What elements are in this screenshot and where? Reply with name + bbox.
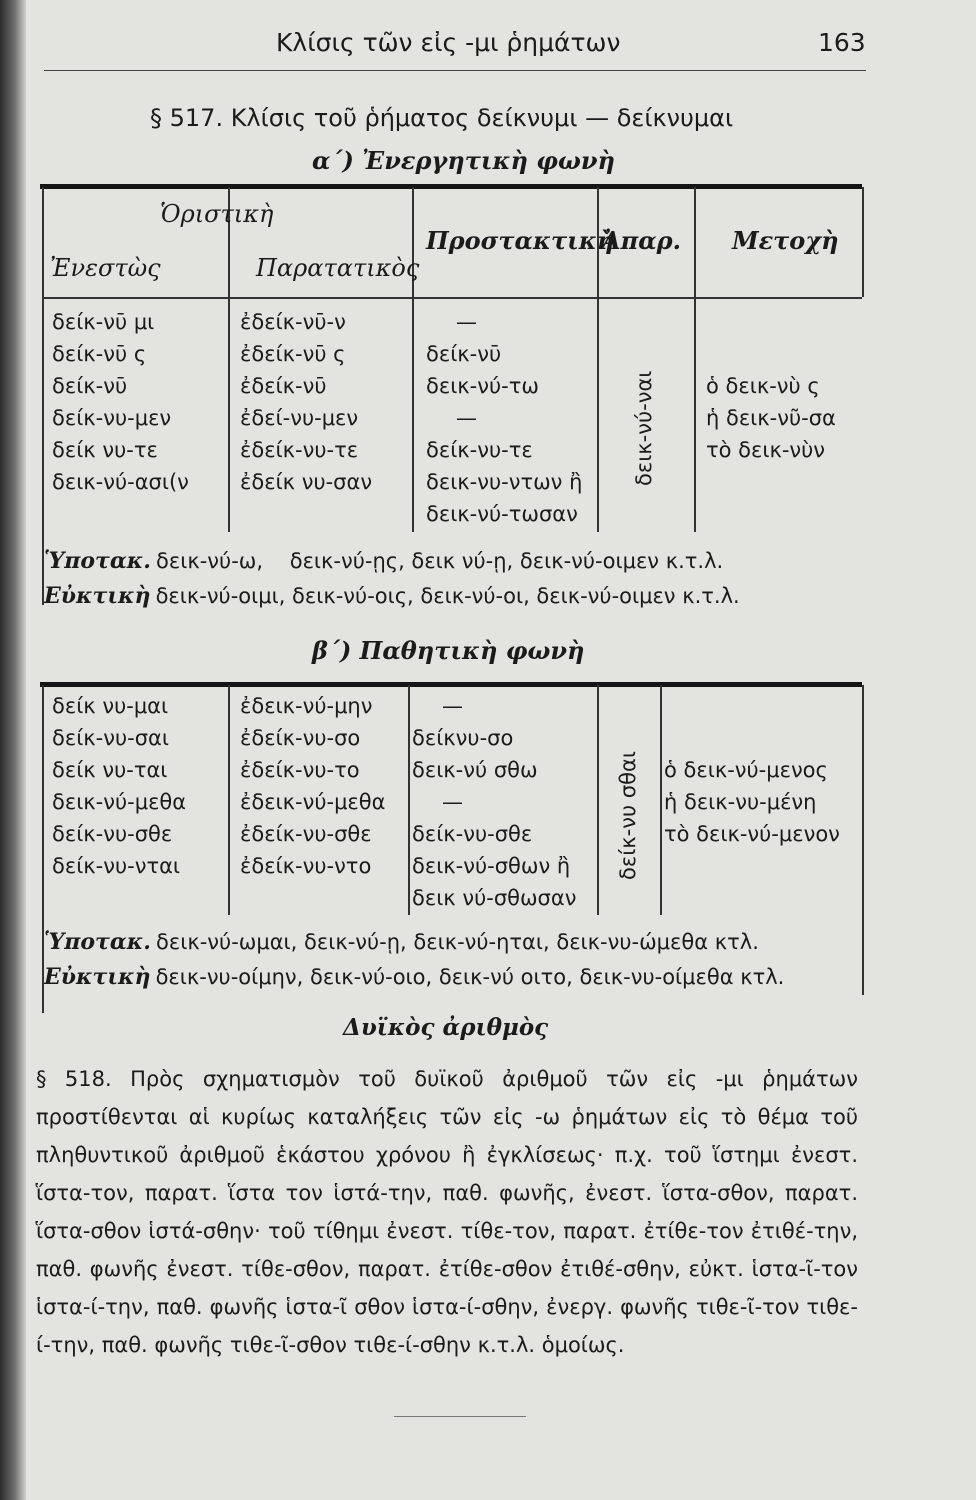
form-cell: δείκ-νυ-νται	[52, 854, 181, 878]
active-imperative-column	[426, 306, 582, 530]
header-infinitive: Ἀπαρ.	[602, 226, 681, 255]
form-cell: δεικ-νύ σθω	[412, 758, 538, 782]
form-cell: —	[442, 694, 463, 718]
form-cell: ἐδείκ-νυ-ντο	[240, 854, 372, 878]
form-cell: ἐδείκ-νυ-σο	[240, 726, 361, 750]
form-cell: δείκ νυ-τε	[52, 438, 158, 462]
form-cell: —	[456, 406, 477, 430]
form-cell: ἐδείκ-νυ-σθε	[240, 822, 372, 846]
header-rule	[44, 70, 866, 71]
table-left-border	[42, 187, 44, 605]
form-cell: δείκ-νυ-σθε	[412, 822, 533, 846]
active-infinitive: δεικ-νύ-ναι	[632, 370, 656, 486]
form-cell: ἐδεικ-νύ-μην	[240, 694, 373, 718]
active-voice-title: α΄) Ἐνεργητικὴ φωνὴ	[312, 146, 615, 175]
form-cell: ἐδεί-νυ-μεν	[240, 406, 359, 430]
optative-label: Εὐκτικὴ	[44, 964, 151, 990]
page-number: 163	[818, 28, 866, 57]
form-cell: ἡ δεικ-νῦ-σα	[706, 406, 836, 430]
form-cell: ἐδεικ-νύ-μεθα	[240, 790, 386, 814]
active-imperfect-column	[240, 306, 372, 498]
form-cell: δείκ-νυ-σθε	[52, 822, 173, 846]
form-cell: δείκ-νυ-σαι	[52, 726, 169, 750]
section-518-paragraph: § 518. Πρὸς σχηματισμὸν τοῦ δυϊκοῦ ἀριθμοῦ τῶν εἰς -μι ῥημάτων προστίθενται αἱ κυρίως καταλήξεις τῶν εἰς -ω ῥημάτων εἰς τὸ θέμα τοῦ πληθυντικοῦ ἀριθμοῦ ἑκάστου χρόνου ἢ ἐγκλίσεως· π.χ. τοῦ ἵστημι ἐνεστ. ἵστα-τον, παρατ. ἵστα τον ἱστά-την, παθ. φωνῆς, ἐνεστ. ἵστα-σθον, παρατ. ἵστα-σθον ἱστά-σθην· τοῦ τίθημι ἐνεστ. τίθε-τον, παρατ. ἐτίθε-τον ἐτιθέ-την, παθ. φωνῆς ἐνεστ. τίθε-σθον, παρατ. ἐτίθε-σθον ἐτιθέ-σθην, εὐκτ. ἱστα-ῖ-τον ἱστα-ί-την, παθ. φωνῆς ἱστα-ῖ σθον ἱστα-ί-σθην, ἐνεργ. φωνῆς τιθε-ῖ-τον τιθε-ί-την, παθ. φωνῆς τιθε-ῖ-σθον τιθε-ί-σθην κ.τ.λ. ὁμοίως.	[36, 1067, 858, 1357]
table-top-rule	[40, 682, 862, 687]
form-cell: δείκ-νυ-τε	[426, 438, 533, 462]
form-cell: δεικ-νύ-τω	[426, 374, 539, 398]
optative-forms: δεικ-νυ-οίμην, δεικ-νύ-οιο, δεικ-νύ οιτο, δεικ-νυ-οίμεθα κτλ.	[155, 965, 785, 989]
header-present: Ἐνεστὼς	[50, 254, 161, 282]
col-divider-4	[660, 685, 662, 915]
form-cell: δείκ-νῡ ς	[52, 342, 147, 366]
subjunctive-forms: δεικ-νύ-ω, δεικ-νύ-ῃς, δεικ νύ-ῃ, δεικ-νύ-οιμεν κ.τ.λ.	[156, 549, 724, 573]
form-cell: ὁ δεικ-νύ-μενος	[664, 758, 828, 782]
form-cell: ἐδείκ-νῡ	[240, 374, 327, 398]
col-divider-1	[228, 685, 230, 915]
header-indicative: Ὁριστικὴ	[160, 200, 274, 228]
header-participle: Μετοχὴ	[732, 226, 839, 255]
form-cell: δείκνυ-σο	[412, 726, 514, 750]
form-cell: δείκ νυ-μαι	[52, 694, 169, 718]
subjunctive-label: Ὑποτακ.	[44, 929, 151, 955]
form-cell: ἐδείκ-νῡ-ν	[240, 310, 346, 334]
form-cell: —	[456, 310, 477, 334]
optative-forms: δεικ-νύ-οιμι, δεικ-νύ-οις, δεικ-νύ-οι, δεικ-νύ-οιμεν κ.τ.λ.	[155, 584, 740, 608]
form-cell: τὸ δεικ-νύ-μενον	[664, 822, 840, 846]
form-cell: ἐδείκ-νυ-το	[240, 758, 360, 782]
form-cell: δείκ-νυ-μεν	[52, 406, 172, 430]
col-divider-2	[412, 187, 414, 532]
passive-present-column	[52, 690, 186, 882]
form-cell: δείκ νυ-ται	[52, 758, 168, 782]
passive-optative-line	[44, 964, 784, 990]
form-cell: ἡ δεικ-νυ-μένη	[664, 790, 817, 814]
table-right-border	[862, 685, 864, 995]
form-cell: τὸ δεικ-νὺν	[706, 438, 826, 462]
form-cell: —	[442, 790, 463, 814]
form-cell: δείκ-νῡ	[426, 342, 502, 366]
active-optative-line	[44, 583, 740, 609]
subjunctive-forms: δεικ-νύ-ωμαι, δεικ-νύ-ῃ, δεικ-νύ-ηται, δεικ-νυ-ώμεθα κτλ.	[156, 930, 759, 954]
form-cell: δεικ-νύ-σθων ἢ	[412, 854, 571, 878]
passive-infinitive: δείκ-νυ σθαι	[616, 751, 640, 880]
header-rule-bottom	[44, 297, 862, 299]
table-right-border	[862, 187, 864, 297]
section-517-title: § 517. Κλίσις τοῦ ῥήματος δείκνυμι — δείκνυμαι	[150, 104, 734, 132]
active-participle-column	[706, 370, 836, 466]
header-imperative: Προστακτικὴ	[426, 226, 615, 255]
active-present-column	[52, 306, 189, 498]
header-imperfect: Παρατατικὸς	[256, 254, 420, 282]
form-cell: δείκ-νῡ μι	[52, 310, 155, 334]
passive-imperative-column	[412, 690, 576, 914]
form-cell: ἐδείκ νυ-σαν	[240, 470, 373, 494]
passive-subjunctive-line	[44, 929, 759, 955]
table-top-rule	[40, 184, 862, 189]
form-cell: δεικ-νύ-τωσαν	[426, 502, 578, 526]
passive-participle-column	[664, 754, 840, 850]
col-divider-3	[597, 685, 599, 915]
form-cell: δεικ-νύ-ασι(ν	[52, 470, 189, 494]
form-cell: ἐδείκ-νυ-τε	[240, 438, 359, 462]
active-subjunctive-line	[44, 548, 723, 574]
form-cell: ἐδείκ-νῡ ς	[240, 342, 346, 366]
page-edge-shadow	[0, 0, 26, 1500]
form-cell: δεικ-νυ-ντων ἢ	[426, 470, 583, 494]
footer-rule	[394, 1416, 526, 1417]
form-cell: δεικ νύ-σθωσαν	[412, 886, 577, 910]
col-divider-2	[408, 685, 410, 915]
dual-heading: Δυϊκὸς ἀριθμὸς	[343, 1014, 549, 1041]
form-cell: δεικ-νύ-μεθα	[52, 790, 187, 814]
passive-voice-title: β΄) Παθητικὴ φωνὴ	[312, 636, 585, 665]
running-title: Κλίσις τῶν εἰς -μι ῥημάτων	[276, 28, 621, 57]
subjunctive-label: Ὑποτακ.	[44, 548, 151, 574]
col-divider-4	[694, 187, 696, 532]
col-divider-1	[228, 187, 230, 532]
optative-label: Εὐκτικὴ	[44, 583, 151, 609]
passive-imperfect-column	[240, 690, 385, 882]
form-cell: ὁ δεικ-νὺ ς	[706, 374, 820, 398]
form-cell: δείκ-νῡ	[52, 374, 128, 398]
